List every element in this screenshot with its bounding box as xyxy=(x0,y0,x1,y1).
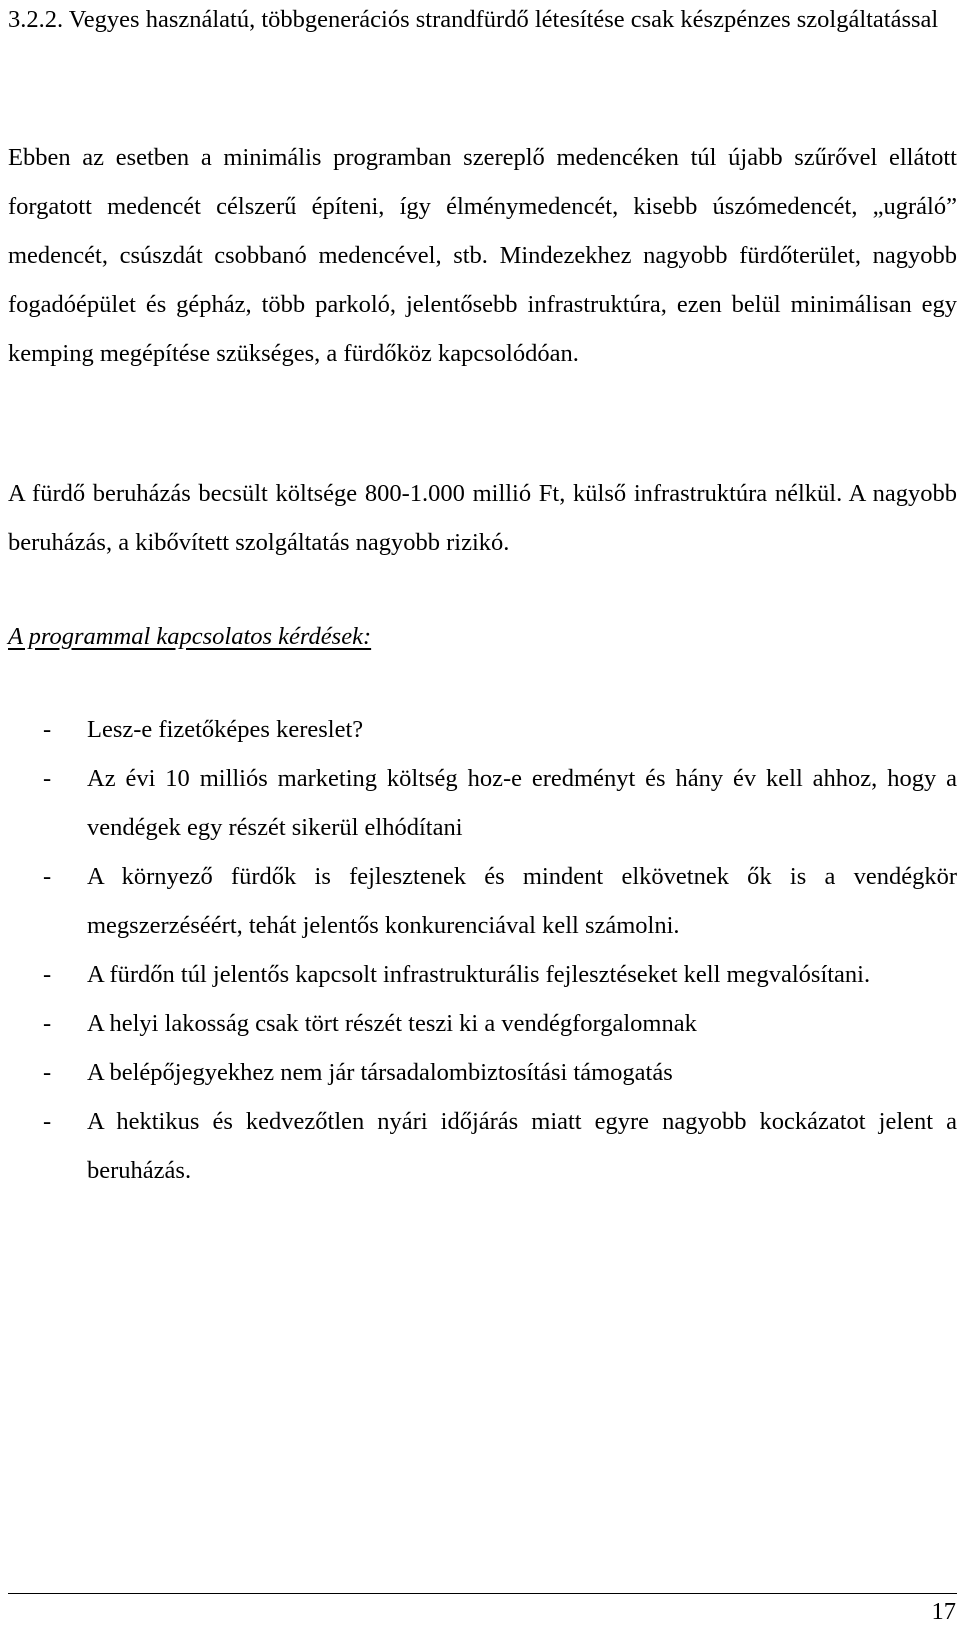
question-text: Lesz-e fizetőképes kereslet? xyxy=(87,716,364,743)
question-item xyxy=(8,999,957,1048)
question-text: Az évi 10 milliós marketing költség hoz-e eredményt és hány év kell ahhoz, hogy a vendégek egy részét sikerül elhódítani xyxy=(87,765,957,841)
question-text: A belépőjegyekhez nem jár társadalombiztosítási támogatás xyxy=(87,1059,673,1086)
list-dash: - xyxy=(43,1059,52,1086)
body-paragraph-1: Ebben az esetben a minimális programban szereplő medencéken túl újabb szűrővel ellátott forgatott medencét célszerű építeni, így élménymedencét, kisebb úszómedencét, „ugráló” medencét, csúszdát csobbanó medencével, stb. Mindezekhez nagyobb fürdőterület, nagyobb fogadóépület és gépház, több parkoló, jelentősebb infrastruktúra, ezen belül minimálisan egy kemping megépítése szükséges, a fürdőköz kapcsolódóan. xyxy=(8,144,957,367)
list-dash: - xyxy=(43,716,52,743)
question-item xyxy=(8,950,957,999)
list-dash: - xyxy=(43,863,52,890)
list-dash: - xyxy=(43,1108,52,1135)
list-dash: - xyxy=(43,1010,52,1037)
page-number: 17 xyxy=(931,1598,956,1625)
question-item xyxy=(8,1097,957,1195)
questions-list xyxy=(8,705,957,1195)
question-item xyxy=(8,705,957,754)
question-item xyxy=(8,852,957,950)
list-dash: - xyxy=(43,765,52,792)
footer-rule xyxy=(8,1593,957,1594)
question-text: A fürdőn túl jelentős kapcsolt infrastrukturális fejlesztéseket kell megvalósítani. xyxy=(87,961,871,988)
question-item xyxy=(8,754,957,852)
question-text: A hektikus és kedvezőtlen nyári időjárás miatt egyre nagyobb kockázatot jelent a beruházás. xyxy=(87,1108,957,1184)
body-paragraph-2: A fürdő beruházás becsült költsége 800-1.000 millió Ft, külső infrastruktúra nélkül. A nagyobb beruházás, a kibővített szolgáltatás nagyobb rizikó. xyxy=(8,480,957,556)
question-text: A helyi lakosság csak tört részét teszi ki a vendégforgalomnak xyxy=(87,1010,697,1037)
question-text: A környező fürdők is fejlesztenek és mindent elkövetnek ők is a vendégkör megszerzéséért, tehát jelentős konkurenciával kell számolni. xyxy=(87,863,957,939)
question-item xyxy=(8,1048,957,1097)
questions-heading: A programmal kapcsolatos kérdések: xyxy=(8,623,372,650)
list-dash: - xyxy=(43,961,52,988)
section-heading: 3.2.2. Vegyes használatú, többgenerációs strandfürdő létesítése csak készpénzes szolgáltatással xyxy=(8,6,939,33)
